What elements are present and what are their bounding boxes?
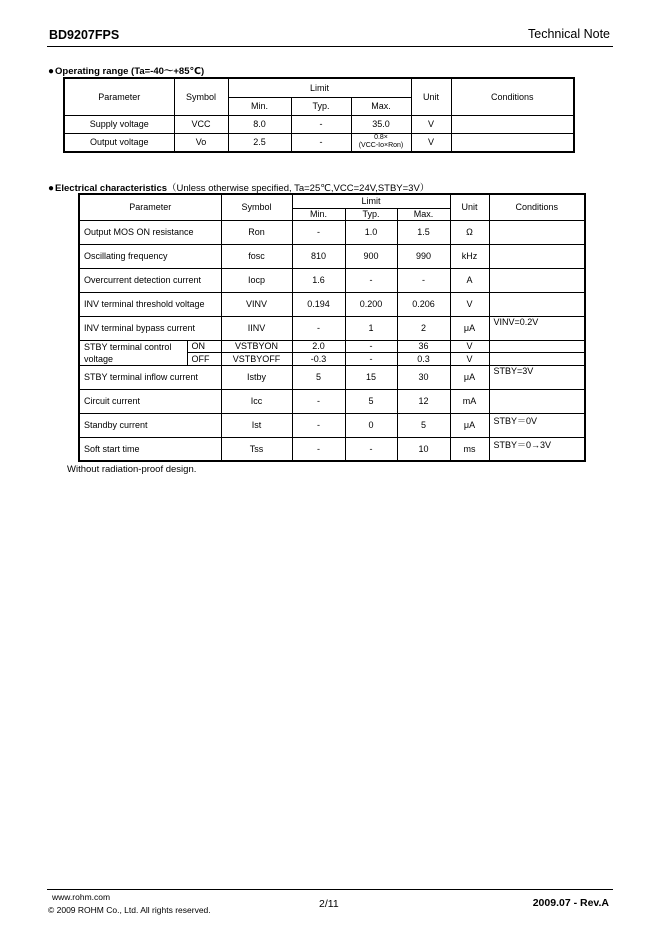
cell-conditions [489, 340, 585, 353]
header-unit: Unit [411, 78, 451, 115]
cell-symbol: VSTBYOFF [221, 353, 292, 366]
cell-unit: V [450, 292, 489, 316]
header-conditions: Conditions [451, 78, 574, 115]
cell-max: 0.3 [397, 353, 450, 366]
cell-max: 990 [397, 244, 450, 268]
header-divider [47, 46, 613, 47]
cell-min: -0.3 [292, 353, 345, 366]
document-title: BD9207FPS [49, 28, 120, 42]
cell-min: 5 [292, 365, 345, 389]
cell-max: 0.8× (VCC-Io×Ron) [351, 133, 411, 152]
cell-conditions [489, 268, 585, 292]
cell-typ: 1.0 [345, 220, 397, 244]
cell-conditions [451, 133, 574, 152]
revision-label: 2009.07 - Rev.A [532, 897, 609, 909]
cell-parameter: Oscillating frequency [79, 244, 221, 268]
cell-mode-off: OFF [187, 353, 221, 366]
cell-parameter: Output MOS ON resistance [79, 220, 221, 244]
cell-typ: 0.200 [345, 292, 397, 316]
cell-min: - [292, 389, 345, 413]
cell-symbol: Vo [174, 133, 228, 152]
header-min: Min. [228, 97, 291, 115]
cell-min: - [292, 316, 345, 340]
header-symbol: Symbol [221, 194, 292, 220]
table-row [64, 115, 574, 133]
cell-max: 0.206 [397, 292, 450, 316]
cell-typ: 5 [345, 389, 397, 413]
cell-typ: 1 [345, 316, 397, 340]
cell-conditions [489, 244, 585, 268]
table-row [79, 316, 585, 340]
cell-max: 10 [397, 437, 450, 461]
cell-typ: - [345, 268, 397, 292]
footer-url[interactable]: www.rohm.com [52, 892, 111, 902]
header-symbol: Symbol [174, 78, 228, 115]
cell-parameter: Output voltage [64, 133, 174, 152]
cell-max: - [397, 268, 450, 292]
cell-symbol: Iocp [221, 268, 292, 292]
header-typ: Typ. [291, 97, 351, 115]
cell-parameter: Soft start time [79, 437, 221, 461]
cell-symbol: VINV [221, 292, 292, 316]
cell-parameter: Overcurrent detection current [79, 268, 221, 292]
operating-range-table [63, 77, 575, 153]
cell-mode-on: ON [187, 340, 221, 353]
header-min: Min. [292, 208, 345, 220]
cell-typ: - [345, 353, 397, 366]
table-row [64, 133, 574, 152]
cell-parameter: Standby current [79, 413, 221, 437]
table-row [79, 365, 585, 389]
cell-symbol: Ist [221, 413, 292, 437]
cell-parameter: STBY terminal inflow current [79, 365, 221, 389]
cell-max: 2 [397, 316, 450, 340]
cell-typ: 900 [345, 244, 397, 268]
cell-symbol: Istby [221, 365, 292, 389]
table-row [79, 437, 585, 461]
cell-unit: μA [450, 316, 489, 340]
cell-min: 2.0 [292, 340, 345, 353]
operating-range-heading: ●Operating range (Ta=-40～+85℃) [48, 66, 205, 77]
cell-unit: A [450, 268, 489, 292]
cell-max: 5 [397, 413, 450, 437]
footer-copyright: © 2009 ROHM Co., Ltd. All rights reserved. [48, 905, 211, 915]
cell-min: 1.6 [292, 268, 345, 292]
cell-min: 810 [292, 244, 345, 268]
footer-divider [47, 889, 613, 890]
cell-typ: - [291, 115, 351, 133]
cell-max: 36 [397, 340, 450, 353]
cell-typ: - [291, 133, 351, 152]
cell-conditions: VINV=0.2V [489, 316, 585, 340]
cell-parameter: Circuit current [79, 389, 221, 413]
cell-min: - [292, 437, 345, 461]
cell-min: - [292, 413, 345, 437]
cell-conditions [489, 220, 585, 244]
cell-max: 30 [397, 365, 450, 389]
cell-min: 8.0 [228, 115, 291, 133]
cell-parameter: Supply voltage [64, 115, 174, 133]
cell-min: 0.194 [292, 292, 345, 316]
header-max: Max. [351, 97, 411, 115]
header-parameter: Parameter [79, 194, 221, 220]
cell-min: - [292, 220, 345, 244]
cell-symbol: Ron [221, 220, 292, 244]
cell-max: 35.0 [351, 115, 411, 133]
cell-conditions [451, 115, 574, 133]
cell-min: 2.5 [228, 133, 291, 152]
table-row [79, 389, 585, 413]
cell-parameter: STBY terminal control voltage [79, 340, 187, 365]
header-limit: Limit [292, 194, 450, 208]
cell-symbol: Tss [221, 437, 292, 461]
header-max: Max. [397, 208, 450, 220]
bullet-icon: ● [48, 66, 55, 77]
cell-unit: V [450, 340, 489, 353]
table-row [79, 292, 585, 316]
cell-max: 12 [397, 389, 450, 413]
header-limit: Limit [228, 78, 411, 97]
cell-conditions [489, 389, 585, 413]
cell-unit: μA [450, 413, 489, 437]
cell-typ: 15 [345, 365, 397, 389]
header-unit: Unit [450, 194, 489, 220]
cell-conditions [489, 292, 585, 316]
cell-typ: - [345, 340, 397, 353]
cell-symbol: Icc [221, 389, 292, 413]
cell-unit: kHz [450, 244, 489, 268]
cell-unit: mA [450, 389, 489, 413]
cell-parameter: INV terminal threshold voltage [79, 292, 221, 316]
cell-typ: - [345, 437, 397, 461]
cell-parameter: INV terminal bypass current [79, 316, 221, 340]
bullet-icon: ● [48, 183, 55, 194]
cell-unit: V [411, 133, 451, 152]
electrical-heading: ●Electrical characteristics（Unless otherwise specified, Ta=25℃,VCC=24V,STBY=3V） [48, 183, 430, 194]
table-row [79, 340, 585, 353]
cell-typ: 0 [345, 413, 397, 437]
cell-max: 1.5 [397, 220, 450, 244]
cell-symbol: VCC [174, 115, 228, 133]
page-number: 2/11 [319, 898, 339, 910]
cell-conditions: STBY＝0→3V [489, 437, 585, 461]
cell-conditions: STBY=3V [489, 365, 585, 389]
table-row [79, 413, 585, 437]
document-type: Technical Note [528, 27, 610, 41]
cell-conditions: STBY＝0V [489, 413, 585, 437]
cell-symbol: IINV [221, 316, 292, 340]
cell-unit: μA [450, 365, 489, 389]
header-conditions: Conditions [489, 194, 585, 220]
table-row [79, 244, 585, 268]
header-typ: Typ. [345, 208, 397, 220]
cell-unit: ms [450, 437, 489, 461]
cell-unit: Ω [450, 220, 489, 244]
cell-symbol: fosc [221, 244, 292, 268]
electrical-table [78, 193, 586, 462]
radiation-note: Without radiation-proof design. [67, 464, 197, 475]
table-row [79, 268, 585, 292]
table-row [79, 220, 585, 244]
cell-unit: V [411, 115, 451, 133]
cell-symbol: VSTBYON [221, 340, 292, 353]
header-parameter: Parameter [64, 78, 174, 115]
cell-unit: V [450, 353, 489, 366]
cell-conditions [489, 353, 585, 366]
